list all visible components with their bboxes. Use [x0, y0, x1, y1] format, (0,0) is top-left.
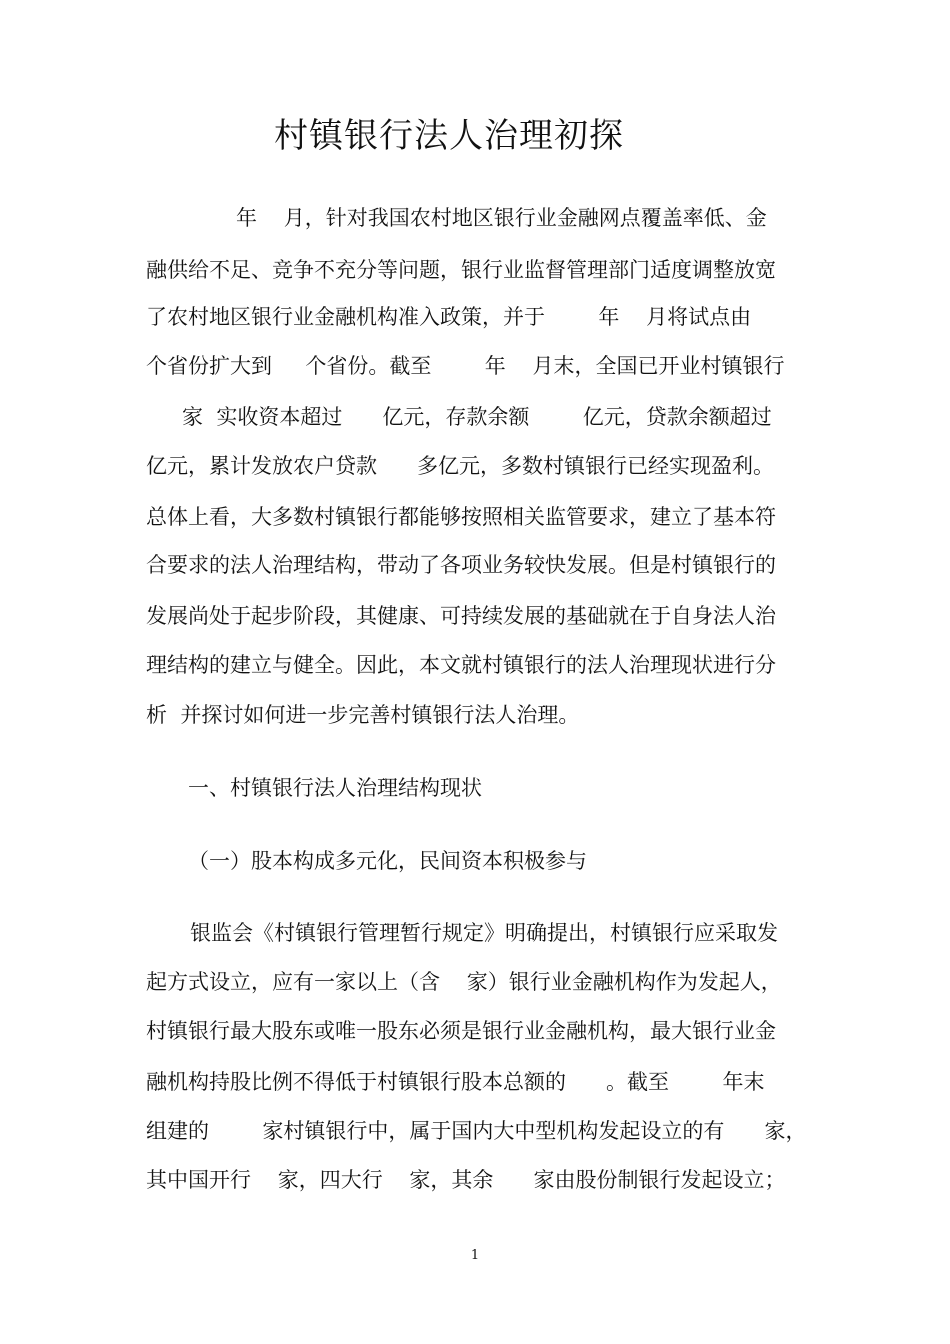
paragraph-line: 总体上看，大多数村镇银行都能够按照相关监管要求，建立了基本符 — [146, 505, 776, 529]
paragraph-line: 融机构持股比例不得低于村镇银行股本总额的 。截至 年末 — [146, 1070, 765, 1094]
paragraph-line: 银监会《村镇银行管理暂行规定》明确提出，村镇银行应采取发 — [190, 921, 778, 945]
subsection-heading: （一）股本构成多元化，民间资本积极参与 — [188, 849, 587, 873]
paragraph-line: 融供给不足、竞争不充分等问题，银行业监督管理部门适度调整放宽 — [146, 258, 776, 282]
paragraph-line: 年 月，针对我国农村地区银行业金融网点覆盖率低、金 — [236, 206, 767, 230]
paragraph-line: 起方式设立，应有一家以上（含 家）银行业金融机构作为发起人， — [146, 970, 782, 994]
paragraph-line: 析 并探讨如何进一步完善村镇银行法人治理。 — [146, 703, 580, 727]
paragraph-line: 家 实收资本超过 亿元，存款余额 亿元，贷款余额超过 — [182, 405, 772, 429]
paragraph-line: 合要求的法人治理结构，带动了各项业务较快发展。但是村镇银行的 — [146, 553, 776, 577]
paragraph-line: 个省份扩大到 个省份。截至 年 月末，全国已开业村镇银行 — [146, 354, 785, 378]
paragraph-line: 理结构的建立与健全。因此，本文就村镇银行的法人治理现状进行分 — [146, 653, 776, 677]
page-number: 1 — [470, 1248, 480, 1263]
paragraph-line: 组建的 家村镇银行中，属于国内大中型机构发起设立的有 家， — [146, 1119, 807, 1143]
paragraph-line: 发展尚处于起步阶段，其健康、可持续发展的基础就在于自身法人治 — [146, 604, 776, 628]
paragraph-line: 村镇银行最大股东或唯一股东必须是银行业金融机构，最大银行业金 — [146, 1019, 776, 1043]
paragraph-line: 亿元，累计发放农户贷款 多亿元，多数村镇银行已经实现盈利。 — [146, 454, 775, 478]
section-heading: 一、村镇银行法人治理结构现状 — [188, 776, 482, 800]
paragraph-line: 了农村地区银行业金融机构准入政策，并于 年 月将试点由 — [146, 305, 752, 329]
paragraph-line: 其中国开行 家，四大行 家，其余 家由股份制银行发起设立； — [146, 1168, 786, 1192]
document-title: 村镇银行法人治理初探 — [274, 116, 624, 156]
